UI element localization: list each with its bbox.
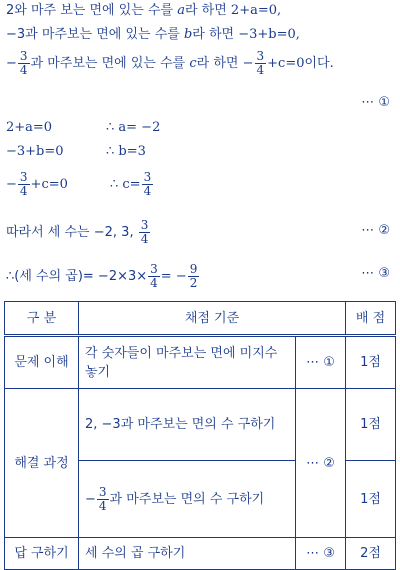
category-cell: 문제 이해 — [5, 336, 79, 389]
step-mark-cell: ⋯ ② — [296, 389, 346, 538]
header-criteria: 채점 기준 — [79, 302, 346, 336]
grading-table — [4, 301, 396, 570]
step-mark-2: ⋯ ② — [361, 223, 390, 238]
line-product: ∴(세 수의 곱)= −2×3× $\frac{3}{4}$ = − $\frac{9}{2}$ — [6, 262, 198, 290]
score-cell: 1점 — [346, 461, 396, 538]
eq-a: 2+a=0 ∴ a= −2 — [6, 120, 161, 135]
fraction-three-quarters-list: $\frac{3}{4}$ — [140, 218, 149, 246]
criteria-cell: − $\frac{3}{4}$ 과 마주보는 면의 수 구하기 — [79, 461, 296, 538]
fraction-c-value: $\frac{3}{4}$ — [143, 170, 152, 198]
fraction-criteria: $\frac{3}{4}$ — [98, 484, 107, 513]
table-row — [5, 336, 396, 389]
eq-c: − $\frac{3}{4}$ +c=0 ∴ c= $\frac{3}{4}$ — [6, 170, 152, 198]
category-cell: 답 구하기 — [5, 538, 79, 570]
line-1: 2와 마주 보는 면에 있는 수를 a라 하면 2+a=0, — [6, 3, 282, 18]
table-row — [5, 538, 396, 570]
fraction-product-result: $\frac{9}{2}$ — [189, 262, 198, 290]
criteria-cell: 2, −3과 마주보는 면의 수 구하기 — [79, 389, 296, 461]
line-three-numbers: 따라서 세 수는 −2, 3, $\frac{3}{4}$ — [6, 218, 149, 246]
table-row — [5, 389, 396, 461]
fraction-three-quarters: $\frac{3}{4}$ — [19, 49, 28, 77]
step-mark-cell: ⋯ ① — [296, 336, 346, 389]
line-3: − $\frac{3}{4}$ 과 마주보는 면에 있는 수를 c라 하면 − $\frac{3}{4}$ +c=0이다. — [6, 49, 334, 77]
criteria-cell: 각 숫자들이 마주보는 면에 미지수 놓기 — [79, 336, 296, 389]
header-score: 배 점 — [346, 302, 396, 336]
fraction-three-quarters-eq: $\frac{3}{4}$ — [256, 49, 265, 77]
score-cell: 1점 — [346, 389, 396, 461]
fraction-three-quarters-c: $\frac{3}{4}$ — [19, 170, 28, 198]
score-cell: 1점 — [346, 336, 396, 389]
criteria-cell: 세 수의 곱 구하기 — [79, 538, 296, 570]
table-header — [5, 302, 396, 336]
line-2: −3과 마주보는 면에 있는 수를 b라 하면 −3+b=0, — [6, 27, 300, 42]
score-cell: 2점 — [346, 538, 396, 570]
fraction-product-1: $\frac{3}{4}$ — [150, 262, 158, 290]
step-mark-1: ⋯ ① — [361, 95, 390, 110]
eq-b: −3+b=0 ∴ b=3 — [6, 144, 146, 159]
category-cell: 해결 과정 — [5, 389, 79, 538]
step-mark-3: ⋯ ③ — [361, 266, 390, 281]
header-category: 구 분 — [5, 302, 79, 336]
step-mark-cell: ⋯ ③ — [296, 538, 346, 570]
